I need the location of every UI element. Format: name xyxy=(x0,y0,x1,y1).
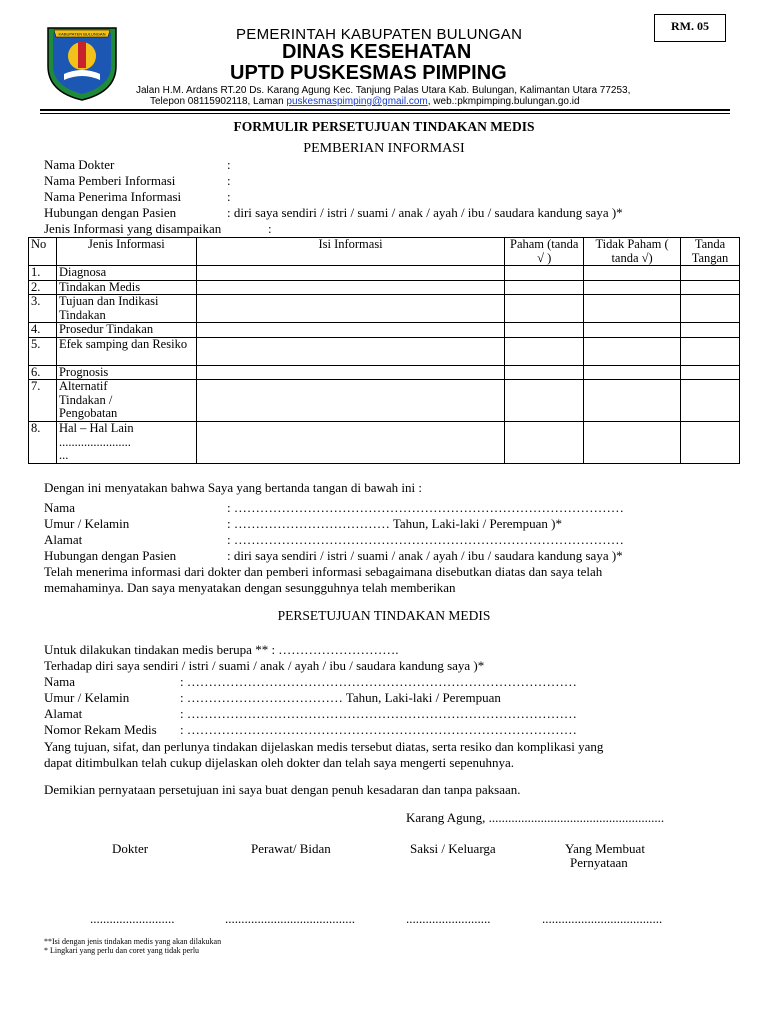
sig-label-perawat: Perawat/ Bidan xyxy=(251,841,331,856)
row-isi-cell[interactable] xyxy=(196,295,504,323)
row-jenis-extra: ... xyxy=(58,448,69,462)
row-jenis: Efek samping dan Resiko xyxy=(56,337,196,365)
table-row xyxy=(29,280,740,295)
field-nama-dokter-label: Nama Dokter xyxy=(44,157,115,172)
row-jenis: Diagnosa xyxy=(56,266,196,281)
section-title-consent: PERSETUJUAN TINDAKAN MEDIS xyxy=(277,608,491,623)
row-jenis: Hal – Hal Lain ....................... xyxy=(58,421,134,449)
col-header-tidak-paham: Tidak Paham ( tanda √) xyxy=(584,238,681,266)
consent-nama-value[interactable]: : ……………………………………………………………………………… xyxy=(180,674,577,689)
row-ttd-cell[interactable] xyxy=(681,280,740,295)
declaration-intro: Dengan ini menyatakan bahwa Saya yang bertanda tangan di bawah ini : xyxy=(44,480,422,495)
consent-umur-label: Umur / Kelamin xyxy=(44,690,130,705)
table-row xyxy=(29,365,740,380)
field-hubungan-value[interactable]: : diri saya sendiri / istri / suami / anak / ayah / ibu / saudara kandung saya )* xyxy=(227,205,623,220)
row-tidak-paham-cell[interactable] xyxy=(584,295,681,323)
web-text: , web.:pkmpimping.bulungan.go.id xyxy=(427,96,580,107)
consent-para-2: dapat ditimbulkan telah cukup dijelaskan oleh dokter dan telah saya mengerti sepenuhnya. xyxy=(44,755,515,770)
decl-hubungan-value[interactable]: : diri saya sendiri / istri / suami / anak / ayah / ibu / saudara kandung saya )* xyxy=(227,548,623,563)
row-ttd-cell[interactable] xyxy=(681,323,740,338)
row-tidak-paham-cell[interactable] xyxy=(584,365,681,380)
declaration-para-2: memahaminya. Dan saya menyatakan dengan sesungguhnya telah memberikan xyxy=(44,580,456,595)
consent-para-1: Yang tujuan, sifat, dan perlunya tindakan dijelaskan medis tersebut diatas, serta resiko dan komplikasi yang xyxy=(44,739,604,754)
col-header-jenis: Jenis Informasi xyxy=(56,238,196,266)
row-paham-cell[interactable] xyxy=(505,380,584,422)
row-paham-cell[interactable] xyxy=(505,280,584,295)
consent-closing: Demikian pernyataan persetujuan ini saya buat dengan penuh kesadaran dan tanpa paksaan. xyxy=(44,782,521,797)
footnote-2: * Lingkari yang perlu dan coret yang tidak perlu xyxy=(44,946,200,955)
field-pemberi-label: Nama Pemberi Informasi xyxy=(44,173,176,188)
row-paham-cell[interactable] xyxy=(505,295,584,323)
bulungan-logo-icon xyxy=(44,22,120,102)
row-jenis: Tindakan Medis xyxy=(56,280,196,295)
form-title: FORMULIR PERSETUJUAN TINDAKAN MEDIS xyxy=(233,119,535,134)
decl-umur-value[interactable]: : ……………………………… Tahun, Laki-laki / Perempuan )* xyxy=(227,516,562,531)
row-ttd-cell[interactable] xyxy=(681,295,740,323)
row-isi-cell[interactable] xyxy=(196,280,504,295)
declaration-para-1: Telah menerima informasi dari dokter dan pemberi informasi sebagaimana disebutkan diatas dan saya telah xyxy=(44,564,603,579)
info-table xyxy=(28,237,740,464)
row-jenis-cell xyxy=(56,422,196,464)
consent-rm-label: Nomor Rekam Medis xyxy=(44,722,157,737)
table-row xyxy=(29,422,740,464)
decl-alamat-label: Alamat xyxy=(44,532,83,547)
sig-line-pembuat[interactable]: ..................................... xyxy=(542,911,663,926)
row-ttd-cell[interactable] xyxy=(681,337,740,365)
row-tidak-paham-cell[interactable] xyxy=(584,337,681,365)
row-no: 4. xyxy=(29,323,57,338)
row-paham-cell[interactable] xyxy=(505,337,584,365)
header-rule xyxy=(40,109,730,111)
table-row xyxy=(29,266,740,281)
consent-nama-label: Nama xyxy=(44,674,76,689)
sig-line-perawat[interactable]: ........................................ xyxy=(225,911,355,926)
row-no: 3. xyxy=(29,295,57,323)
row-paham-cell[interactable] xyxy=(505,365,584,380)
consent-rm-value[interactable]: : ……………………………………………………………………………… xyxy=(180,722,577,737)
field-hubungan-label: Hubungan dengan Pasien xyxy=(44,205,177,220)
field-penerima-label: Nama Penerima Informasi xyxy=(44,189,182,204)
gov-title: PEMERINTAH KABUPATEN BULUNGAN xyxy=(236,26,523,43)
row-no: 7. xyxy=(29,380,57,422)
row-jenis: Alternatif Tindakan / Pengobatan xyxy=(56,380,196,422)
row-no: 5. xyxy=(29,337,57,365)
table-row xyxy=(29,295,740,323)
consent-umur-value[interactable]: : ……………………………… Tahun, Laki-laki / Perempuan xyxy=(180,690,501,705)
row-isi-cell[interactable] xyxy=(196,365,504,380)
puskesmas-title: UPTD PUSKESMAS PIMPING xyxy=(230,62,507,84)
field-jenis-colon: : xyxy=(268,221,272,236)
field-pemberi-value[interactable]: : xyxy=(227,173,231,188)
sig-label-dokter: Dokter xyxy=(112,841,149,856)
table-row xyxy=(29,337,740,365)
consent-alamat-label: Alamat xyxy=(44,706,83,721)
field-nama-dokter-value[interactable]: : xyxy=(227,157,231,172)
contact-line xyxy=(150,96,580,107)
email-link[interactable]: puskesmaspimping@gmail.com xyxy=(286,96,428,107)
consent-tindakan-line[interactable]: Untuk dilakukan tindakan medis berupa ** : ………………………. xyxy=(44,642,399,657)
col-header-paham: Paham (tanda √ ) xyxy=(505,238,584,266)
row-isi-cell[interactable] xyxy=(196,337,504,365)
row-isi-cell[interactable] xyxy=(196,422,504,464)
row-no: 6. xyxy=(29,365,57,380)
svg-text:KABUPATEN BULUNGAN: KABUPATEN BULUNGAN xyxy=(58,31,106,37)
place-date-line[interactable]: Karang Agung, ...................................................... xyxy=(406,810,665,825)
row-no: 8. xyxy=(29,422,57,464)
sig-label-pembuat-1: Yang Membuat xyxy=(565,841,645,856)
decl-nama-label: Nama xyxy=(44,500,76,515)
header-rule-thin xyxy=(40,113,730,114)
row-paham-cell[interactable] xyxy=(505,323,584,338)
row-isi-cell[interactable] xyxy=(196,323,504,338)
address-line: Jalan H.M. Ardans RT.20 Ds. Karang Agung Kec. Tanjung Palas Utara Kab. Bulungan, Kalimantan Utara 77253, xyxy=(136,85,631,96)
table-header-row xyxy=(29,238,740,266)
row-ttd-cell[interactable] xyxy=(681,380,740,422)
sig-line-saksi[interactable]: .......................... xyxy=(406,911,491,926)
row-paham-cell[interactable] xyxy=(505,266,584,281)
sig-label-pembuat-2: Pernyataan xyxy=(570,855,628,870)
row-tidak-paham-cell[interactable] xyxy=(584,323,681,338)
row-tidak-paham-cell[interactable] xyxy=(584,380,681,422)
row-ttd-cell[interactable] xyxy=(681,365,740,380)
row-tidak-paham-cell[interactable] xyxy=(584,422,681,464)
row-isi-cell[interactable] xyxy=(196,380,504,422)
row-jenis: Prosedur Tindakan xyxy=(56,323,196,338)
section-title-info: PEMBERIAN INFORMASI xyxy=(303,141,465,156)
consent-alamat-value[interactable]: : ……………………………………………………………………………… xyxy=(180,706,577,721)
field-penerima-value[interactable]: : xyxy=(227,189,231,204)
col-header-tanda-tangan: Tanda Tangan xyxy=(681,238,740,266)
decl-umur-label: Umur / Kelamin xyxy=(44,516,130,531)
row-tidak-paham-cell[interactable] xyxy=(584,266,681,281)
sig-label-saksi: Saksi / Keluarga xyxy=(410,841,496,856)
row-ttd-cell[interactable] xyxy=(681,422,740,464)
table-row xyxy=(29,323,740,338)
row-ttd-cell[interactable] xyxy=(681,266,740,281)
row-no: 2. xyxy=(29,280,57,295)
rm-code-box: RM. 05 xyxy=(654,14,726,42)
dept-title: DINAS KESEHATAN xyxy=(282,41,472,63)
row-jenis: Prognosis xyxy=(56,365,196,380)
table-row xyxy=(29,380,740,422)
col-header-isi: Isi Informasi xyxy=(196,238,504,266)
decl-nama-value[interactable]: : ……………………………………………………………………………… xyxy=(227,500,624,515)
footnote-1: **Isi dengan jenis tindakan medis yang akan dilakukan xyxy=(44,937,222,946)
consent-terhadap-line: Terhadap diri saya sendiri / istri / suami / anak / ayah / ibu / saudara kandung saya )* xyxy=(44,658,485,673)
row-no: 1. xyxy=(29,266,57,281)
phone-text: Telepon 08115902118, Laman xyxy=(150,96,287,107)
row-isi-cell[interactable] xyxy=(196,266,504,281)
decl-hubungan-label: Hubungan dengan Pasien xyxy=(44,548,177,563)
row-paham-cell[interactable] xyxy=(505,422,584,464)
row-jenis: Tujuan dan Indikasi Tindakan xyxy=(56,295,196,323)
row-tidak-paham-cell[interactable] xyxy=(584,280,681,295)
col-header-no: No xyxy=(29,238,57,266)
sig-line-dokter[interactable]: .......................... xyxy=(90,911,175,926)
decl-alamat-value[interactable]: : ……………………………………………………………………………… xyxy=(227,532,624,547)
field-jenis-label: Jenis Informasi yang disampaikan xyxy=(44,221,222,236)
